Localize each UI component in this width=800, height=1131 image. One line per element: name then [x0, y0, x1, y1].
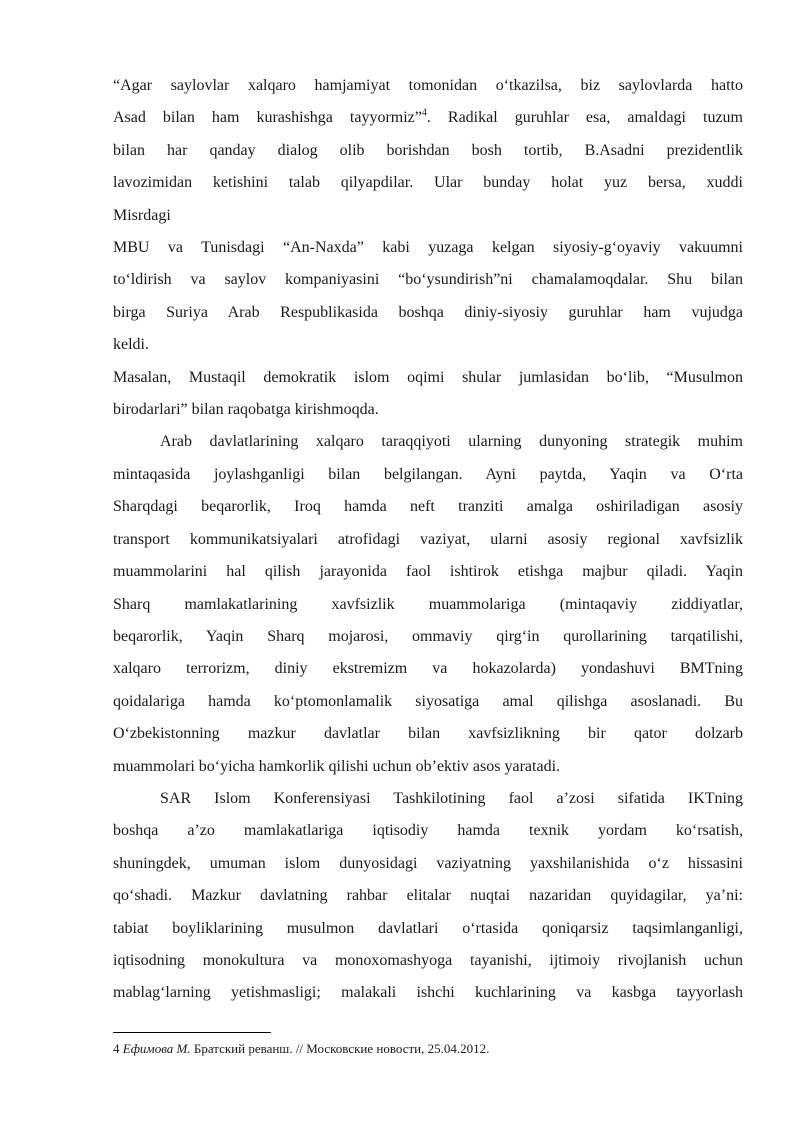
footnote-reference[interactable]: 4 [421, 108, 427, 120]
paragraph-5-line-1: SAR Islom Konferensiyasi Tashkilotining faol a’zosi sifatida IKTning [160, 789, 743, 807]
text-span: . Radikal guruhlar esa, amaldagi tuzum [426, 109, 743, 127]
paragraph-4-line-8: xalqaro terrorizm, diniy ekstremizm va hokazolarda) yondashuvi BMTning [113, 660, 743, 678]
paragraph-4-line-5: muammolarini hal qilish jarayonida faol ishtirok etishga majbur qiladi. Yaqin [113, 563, 743, 581]
footnote-author: Ефимова М. [122, 1041, 191, 1056]
paragraph-5-line-5: tabiat boyliklarining musulmon davlatlari o‘rtasida qoniqarsiz taqsimlanganligi, [113, 919, 743, 937]
paragraph-1-line-1: “Agar saylovlar xalqaro hamjamiyat tomonidan o‘tkazilsa, biz saylovlarda hatto [113, 77, 743, 94]
footnote [113, 1040, 743, 1058]
paragraph-2-line-1: MBU va Tunisdagi “An-Naxda” kabi yuzaga kelgan siyosiy-g‘oyaviy vakuumni [113, 239, 743, 257]
paragraph-5-line-4: qo‘shadi. Mazkur davlatning rahbar elitalar nuqtai nazaridan quyidagilar, ya’ni: [113, 887, 743, 905]
body-text [113, 70, 743, 1010]
paragraph-5-line-6: iqtisodning monokultura va monoxomashyoga tayanishi, ijtimoiy rivojlanish uchun [113, 951, 743, 969]
paragraph-1-line-5: Misrdagi [113, 206, 171, 224]
paragraph-4-line-10: O‘zbekistonning mazkur davlatlar bilan xavfsizlikning bir qator dolzarb [113, 725, 743, 743]
footnote-number: 4 [113, 1041, 120, 1056]
paragraph-4-line-11: muammolari bo‘yicha hamkorlik qilishi uchun ob’ektiv asos yaratadi. [113, 757, 561, 775]
paragraph-2-line-3: birga Suriya Arab Respublikasida boshqa diniy-siyosiy guruhlar ham vujudga [113, 303, 743, 321]
paragraph-3-line-2: birodarlari” bilan raqobatga kirishmoqda. [113, 401, 379, 419]
paragraph-4-line-4: transport kommunikatsiyalari atrofidagi vaziyat, ularni asosiy regional xavfsizlik [113, 530, 743, 548]
paragraph-4-line-1: Arab davlatlarining xalqaro taraqqiyoti ularning dunyoning strategik muhim [160, 433, 743, 451]
footnote-text: Братский реванш. // Московские новости, 25.04.2012. [190, 1041, 490, 1056]
paragraph-5-line-2: boshqa a’zo mamlakatlariga iqtisodiy hamda texnik yordam ko‘rsatish, [113, 822, 743, 840]
paragraph-2-line-4: keldi. [113, 336, 149, 354]
paragraph-1-line-2 [113, 102, 743, 134]
paragraph-2-line-2: to‘ldirish va saylov kompaniyasini “bo‘ysundirish”ni chamalamoqdalar. Shu bilan [113, 271, 743, 289]
paragraph-1-line-4: lavozimidan ketishini talab qilyapdilar. Ular bunday holat yuz bersa, xuddi [113, 174, 743, 192]
paragraph-4-line-3: Sharqdagi beqarorlik, Iroq hamda neft tranziti amalga oshiriladigan asosiy [113, 498, 743, 516]
text-span: Asad bilan ham kurashishga tayyormiz” [113, 109, 422, 127]
paragraph-4-line-7: beqarorlik, Yaqin Sharq mojarosi, ommaviy qirg‘in qurollarining tarqatilishi, [113, 627, 743, 645]
paragraph-5-line-3: shuningdek, umuman islom dunyosidagi vaziyatning yaxshilanishida o‘z hissasini [113, 854, 743, 872]
paragraph-4-line-2: mintaqasida joylashganligi bilan belgilangan. Ayni paytda, Yaqin va O‘rta [113, 465, 743, 483]
footnote-separator [113, 1032, 271, 1033]
paragraph-4-line-6: Sharq mamlakatlarining xavfsizlik muammolariga (mintaqaviy ziddiyatlar, [113, 595, 743, 613]
paragraph-4-line-9: qoidalariga hamda ko‘ptomonlamalik siyosatiga amal qilishga asoslanadi. Bu [113, 692, 743, 710]
paragraph-5-line-7: mablag‘larning yetishmasligi; malakali ishchi kuchlarining va kasbga tayyorlash [113, 984, 743, 1002]
paragraph-3-line-1: Masalan, Mustaqil demokratik islom oqimi shular jumlasidan bo‘lib, “Musulmon [113, 368, 743, 386]
paragraph-1-line-3: bilan har qanday dialog olib borishdan bosh tortib, B.Asadni prezidentlik [113, 141, 743, 159]
